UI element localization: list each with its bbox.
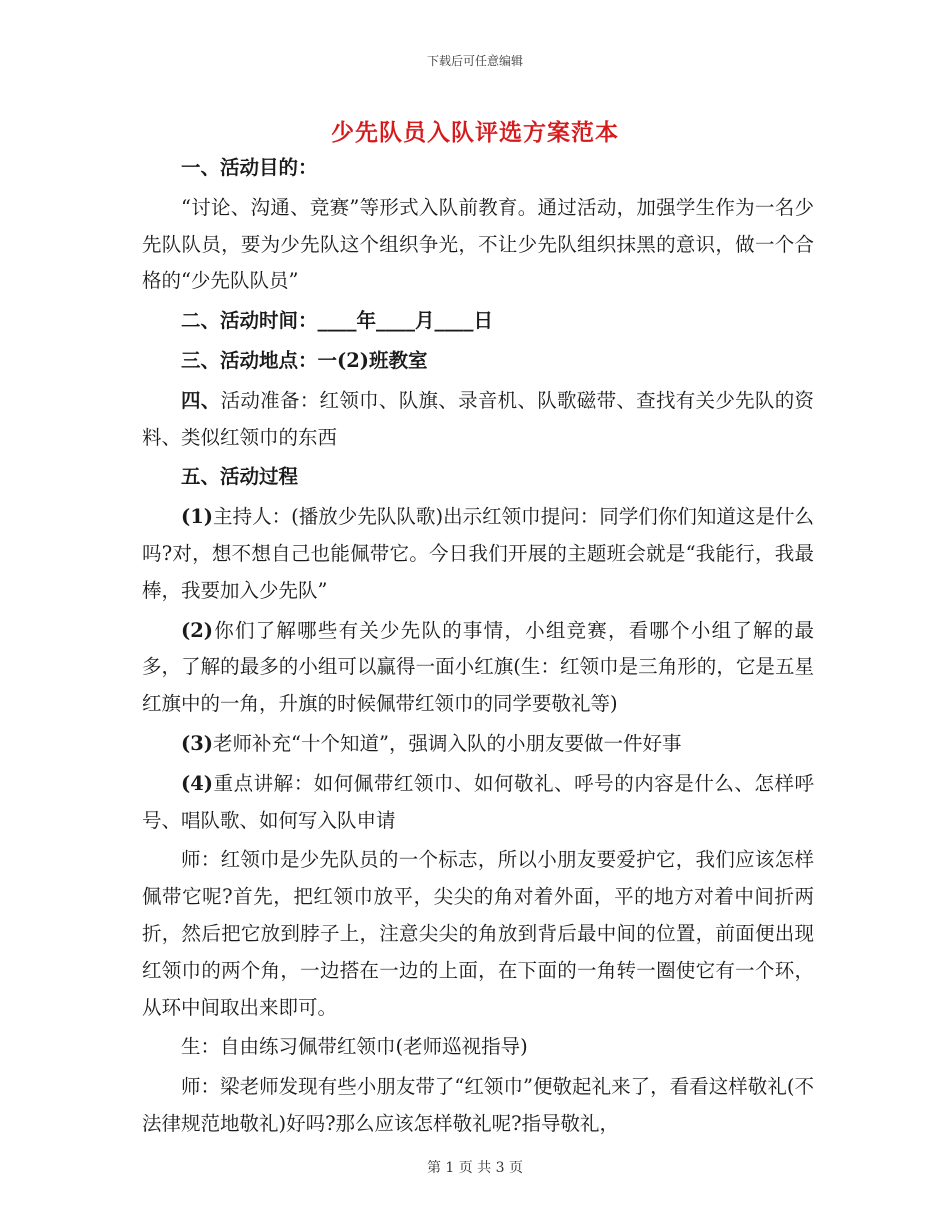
teacher-paragraph-2: 师：梁老师发现有些小朋友带了“红领巾”便敬起礼来了，看看这样敬礼(不法律规范地敬礼)好吗?那么应该怎样敬礼呢?指导敬礼， (142, 1075, 814, 1135)
process-step-1-body: 主持人：(播放少先队队歌)出示红领巾提问：同学们你们知道这是什么吗?对，想不想自己也能佩带它。今日我们开展的主题班会就是“我能行，我最棒，我要加入少先队” (142, 505, 814, 602)
student-paragraph: 生：自由练习佩带红领巾(老师巡视指导) (181, 1035, 528, 1059)
section-1-body: “讨论、沟通、竞赛”等形式入队前教育。通过活动，加强学生作为一名少先队队员，要为少先队这个组织争光，不让少先队组织抹黑的意识，做一个合格的“少先队队员” (142, 195, 814, 293)
process-step-2 (142, 613, 814, 723)
page-footer-number: 第 1 页 共 3 页 (426, 1160, 524, 1176)
process-step-4-number: (4) (181, 771, 214, 795)
process-step-1-number: (1) (181, 505, 214, 529)
section-2-heading: 二、活动时间：____年____月____日 (181, 309, 494, 333)
section-1-heading: 一、活动目的： (181, 156, 318, 179)
section-4-paragraph (142, 383, 814, 457)
process-step-2-body: 你们了解哪些有关少先队的事情，小组竞赛，看哪个小组了解的最多，了解的最多的小组可以赢得一面小红旗(生：红领巾是三角形的，它是五星红旗中的一角，升旗的时候佩带红领巾的同学要敬礼等) (142, 618, 814, 716)
document-body (142, 150, 814, 1143)
process-step-2-number: (2) (181, 618, 214, 642)
section-5-heading: 五、活动过程 (181, 465, 299, 489)
document-title: 少先队员入队评选方案范本 (331, 119, 619, 146)
process-step-4 (142, 766, 814, 840)
page-header-note: 下载后可任意编辑 (426, 54, 523, 68)
process-step-3-number: (3) (181, 731, 214, 755)
section-3-heading: 三、活动地点：一(2)班教室 (181, 348, 428, 372)
process-step-4-body: 重点讲解：如何佩带红领巾、如何敬礼、呼号的内容是什么、怎样呼号、唱队歌、如何写入队申请 (142, 771, 814, 832)
section-4-body: 活动准备：红领巾、队旗、录音机、队歌磁带、查找有关少先队的资料、类似红领巾的东西 (142, 388, 814, 449)
process-step-3 (142, 726, 814, 763)
process-step-3-body: 老师补充“十个知道”，强调入队的小朋友要做一件好事 (213, 731, 682, 755)
section-4-label: 四、 (181, 388, 221, 412)
process-step-1 (142, 499, 814, 609)
teacher-paragraph-1: 师：红领巾是少先队员的一个标志，所以小朋友要爱护它，我们应该怎样佩带它呢?首先，把红领巾放平，尖尖的角对着外面，平的地方对着中间折两折，然后把它放到脖子上，注意尖尖的角放到背后最中间的位置，前面便出现红领巾的两个角，一边搭在一边的上面，在下面的一角转一圈使它有一个环，从环中间取出来即可。 (142, 848, 814, 1019)
